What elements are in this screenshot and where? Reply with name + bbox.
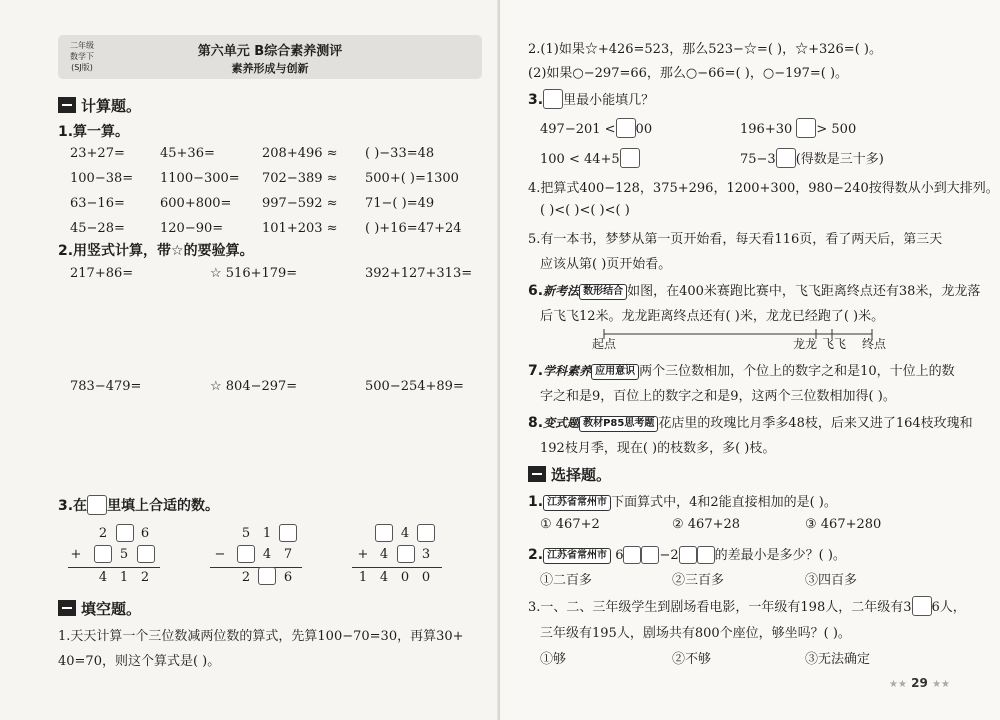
choice-q2-tag: 江苏省常州市 (543, 548, 611, 564)
fill-q7-line1 (528, 360, 955, 380)
fill-q3-a-pre: 497−201 < (540, 122, 616, 137)
race-diagram (600, 326, 900, 350)
calc-item: ( )−33=48 (365, 146, 435, 161)
fill-q3-label (528, 89, 654, 109)
race-long-label: 龙龙 (793, 337, 818, 351)
calc-item: 45−28= (70, 221, 125, 236)
choice-q1-num: 1. (528, 494, 544, 510)
choice-q2-box1[interactable] (623, 546, 641, 564)
fill-q5-line1: 5.有一本书，梦梦从第一页开始看，每天看116页，看了两天后，第三天 (528, 232, 943, 247)
fill-q3-b (740, 118, 856, 138)
q2-label: 2.用竖式计算，带☆的要验算。 (58, 243, 254, 259)
choice-q3-opt3[interactable]: ③无法确定 (805, 652, 871, 667)
section-choice-title (528, 464, 611, 485)
fill-q8-line2: 192枝月季，现在( )的枝数多，多( )枝。 (540, 441, 776, 456)
unit-header (58, 35, 482, 79)
fill-q2-line1: 2.(1)如果☆+426=523，那么523−☆=( )，☆+326=( )。 (528, 42, 882, 57)
p3-top-b: 4 (400, 526, 410, 541)
fill-q7-line2: 字之和是9，百位上的数字之和是9，这两个三位数相加得( )。 (540, 389, 896, 404)
p2-top-a: 5 (241, 526, 251, 541)
choice-q3-post: 6人， (931, 600, 966, 615)
p3-top-c-box[interactable] (417, 524, 435, 542)
choice-q1-tag: 江苏省常州市 (543, 495, 611, 511)
fill-q3-a-post: 00 (635, 122, 653, 137)
fill-q5-line2: 应该从第( )页开始看。 (540, 257, 672, 272)
p2-mid-b: 4 (262, 547, 272, 562)
fill-q6-line1 (528, 280, 980, 300)
q1-label: 1.算一算。 (58, 124, 130, 140)
section-one-icon (58, 97, 76, 113)
choice-q3-pre: 3.一、二、三年级学生到剧场看电影，一年级有198人，二年级有3 (528, 600, 912, 615)
choice-q2-box2[interactable] (641, 546, 659, 564)
p3-mid-a: 4 (379, 547, 389, 562)
p2-op: − (214, 547, 226, 562)
fill-q3-b-pre: 196+30 (740, 122, 793, 137)
fill-q6-line2: 后飞飞12米。龙龙距离终点还有( )米，龙龙已经跑了( )米。 (540, 309, 885, 324)
fill-q3-c (540, 148, 640, 168)
vertical-calc-5: ☆ 804−297= (210, 379, 298, 394)
fill-q8-tag-main: 变式题 (543, 416, 580, 430)
fill-q2-line2: (2)如果○−297=66，那么○−66=( )，○−197=( )。 (528, 66, 849, 81)
blank-box-icon (543, 89, 563, 109)
p2-res-b-box[interactable] (258, 567, 276, 585)
right-page (500, 0, 1000, 720)
p3-mid-c: 3 (421, 547, 431, 562)
fill-q6-num: 6. (528, 283, 544, 299)
p3-res-c: 0 (400, 570, 410, 585)
fill-q3-d-pre: 75−3 (740, 152, 776, 167)
p1-top-b-box[interactable] (116, 524, 134, 542)
fill-q6-tag-main: 新考法 (543, 284, 580, 298)
fill-q8-text1: 花店里的玫瑰比月季多48枝，后来又进了164枝玫瑰和 (658, 416, 973, 431)
calc-item: 71−( )=49 (365, 196, 435, 211)
choice-q2-digit-a: 6 (615, 548, 624, 563)
fill-q3-b-box[interactable] (796, 118, 816, 138)
p1-mid-b: 5 (119, 547, 129, 562)
choice-q3-opt1[interactable]: ①够 (540, 652, 567, 667)
fill-q3-num: 3. (528, 92, 544, 108)
calc-item: 600+800= (160, 196, 232, 211)
p3-rule (352, 567, 442, 568)
section-calc-label: 计算题。 (81, 97, 142, 115)
fill-q8-num: 8. (528, 415, 544, 431)
grade-text: 二年级 (70, 41, 94, 50)
choice-q2-box4[interactable] (697, 546, 715, 564)
p1-res-b: 1 (119, 570, 129, 585)
fill-q7-tag-sub: 应用意识 (591, 364, 639, 380)
p1-top-a: 2 (98, 526, 108, 541)
unit-subtitle: 素养形成与创新 (231, 62, 309, 75)
choice-q3-box[interactable] (912, 596, 932, 616)
calc-item: 100−38= (70, 171, 134, 186)
choice-q3-line1 (528, 596, 966, 616)
p1-top-c: 6 (140, 526, 150, 541)
calc-item: 23+27= (70, 146, 125, 161)
p2-res-c: 6 (283, 570, 293, 585)
calc-item: 45+36= (160, 146, 215, 161)
calc-item: 500+( )=1300 (365, 171, 459, 186)
fill-q1-line1: 1.天天计算一个三位数减两位数的算式，先算100−70=30，再算30+ (58, 629, 464, 644)
calc-item: 63−16= (70, 196, 125, 211)
star-icon: ★★ (889, 679, 907, 690)
p2-rule (210, 567, 302, 568)
fill-q6-text1: 如图，在400米赛跑比赛中，飞飞距离终点还有38米，龙龙落 (627, 284, 981, 299)
subject-text: 数学下 (70, 52, 94, 61)
q3-label-post: 里填上合适的数。 (107, 498, 220, 514)
fill-q1-line2: 40=70，则这个算式是( )。 (58, 654, 221, 669)
p1-mid-c-box[interactable] (137, 545, 155, 563)
choice-q2-digit-b: −2 (659, 548, 679, 563)
fill-q6-tag-sub: 数形结合 (579, 284, 627, 300)
vertical-calc-1: 217+86= (70, 266, 134, 281)
section-calc-title (58, 95, 141, 116)
page-number-text: 29 (911, 676, 928, 690)
fill-q3-a-box[interactable] (616, 118, 636, 138)
fill-q3-b-post: > 500 (816, 122, 857, 137)
fill-q8-line1 (528, 412, 973, 432)
choice-q1-text: 下面算式中，4和2能直接相加的是( )。 (611, 495, 837, 510)
race-start-label: 起点 (592, 337, 617, 351)
choice-q1-opt1[interactable]: ① 467+2 (540, 517, 600, 532)
q3-label (58, 495, 219, 515)
edition-text: (SJ版) (71, 63, 93, 72)
p1-op: + (70, 547, 82, 562)
fill-q3-text: 里最小能填几？ (563, 93, 655, 108)
p2-res-a: 2 (241, 570, 251, 585)
p2-mid-c: 7 (283, 547, 293, 562)
p2-top-b: 1 (262, 526, 272, 541)
choice-q1-opt2[interactable]: ② 467+28 (672, 517, 741, 532)
section-two-icon (58, 600, 76, 616)
choice-q2-text: 的差最小是多少？( )。 (714, 548, 846, 563)
fill-q7-num: 7. (528, 363, 544, 379)
section-fill-label: 填空题。 (81, 600, 142, 618)
p3-op: + (357, 547, 369, 562)
choice-q1 (528, 491, 837, 511)
race-end-label: 终点 (862, 337, 887, 351)
p1-res-a: 4 (98, 570, 108, 585)
fill-q3-c-pre: 100 < 44+5 (540, 152, 620, 167)
fill-q8-tag-sub: 教材P85思考题 (579, 416, 658, 432)
race-fei-label: 飞飞 (822, 337, 847, 351)
calc-item: 997−592 ≈ (262, 196, 338, 211)
fill-q7-text1: 两个三位数相加，个位上的数字之和是10，十位上的数 (639, 364, 955, 379)
p3-top-a-box[interactable] (375, 524, 393, 542)
p1-res-c: 2 (140, 570, 150, 585)
blank-box-icon (87, 495, 107, 515)
calc-item: 208+496 ≈ (262, 146, 338, 161)
p3-res-a: 1 (358, 570, 368, 585)
p1-rule (68, 567, 160, 568)
choice-q2 (528, 544, 846, 564)
vertical-calc-3: 392+127+313= (365, 266, 473, 281)
calc-item: ( )+16=47+24 (365, 221, 462, 236)
section-choice-label: 选择题。 (551, 466, 612, 484)
section-fill-title (58, 598, 141, 619)
p2-mid-a-box[interactable] (237, 545, 255, 563)
p3-mid-b-box[interactable] (397, 545, 415, 563)
choice-q3-line2: 三年级有195人，剧场共有800个座位，够坐吗？( )。 (540, 626, 851, 641)
fill-q4-line2: ( )<( )<( )<( ) (540, 203, 630, 218)
star-icon: ★★ (932, 679, 950, 690)
choice-q1-opt3[interactable]: ③ 467+280 (805, 517, 882, 532)
choice-q2-num: 2. (528, 547, 544, 563)
p1-mid-a-box[interactable] (94, 545, 112, 563)
fill-q4-line1: 4.把算式400−128，375+296，1200+300，980−240按得数从小到大排列。 (528, 181, 999, 196)
choice-q3-opt2[interactable]: ②不够 (672, 652, 712, 667)
p2-top-c-box[interactable] (279, 524, 297, 542)
choice-q2-opt1[interactable]: ①二百多 (540, 573, 593, 588)
fill-q3-a (540, 118, 652, 138)
choice-q2-opt2[interactable]: ②三百多 (672, 573, 725, 588)
vertical-calc-2: ☆ 516+179= (210, 266, 298, 281)
p3-res-b: 4 (379, 570, 389, 585)
p3-res-d: 0 (421, 570, 431, 585)
section-three-icon (528, 466, 546, 482)
calc-item: 101+203 ≈ (262, 221, 338, 236)
unit-title: 第六单元 B综合素养测评 (197, 44, 343, 59)
fill-q3-d-box[interactable] (776, 148, 796, 168)
vertical-calc-6: 500−254+89= (365, 379, 464, 394)
fill-q3-c-box[interactable] (620, 148, 640, 168)
q3-label-pre: 3.在 (58, 498, 88, 514)
calc-item: 1100−300= (160, 171, 240, 186)
choice-q2-box3[interactable] (679, 546, 697, 564)
page-number (889, 676, 950, 690)
calc-item: 120−90= (160, 221, 224, 236)
vertical-calc-4: 783−479= (70, 379, 142, 394)
calc-item: 702−389 ≈ (262, 171, 338, 186)
fill-q3-d (740, 148, 884, 168)
fill-q3-d-post: (得数是三十多) (795, 152, 884, 167)
fill-q7-tag-main: 学科素养 (543, 364, 592, 378)
choice-q2-opt3[interactable]: ③四百多 (805, 573, 858, 588)
